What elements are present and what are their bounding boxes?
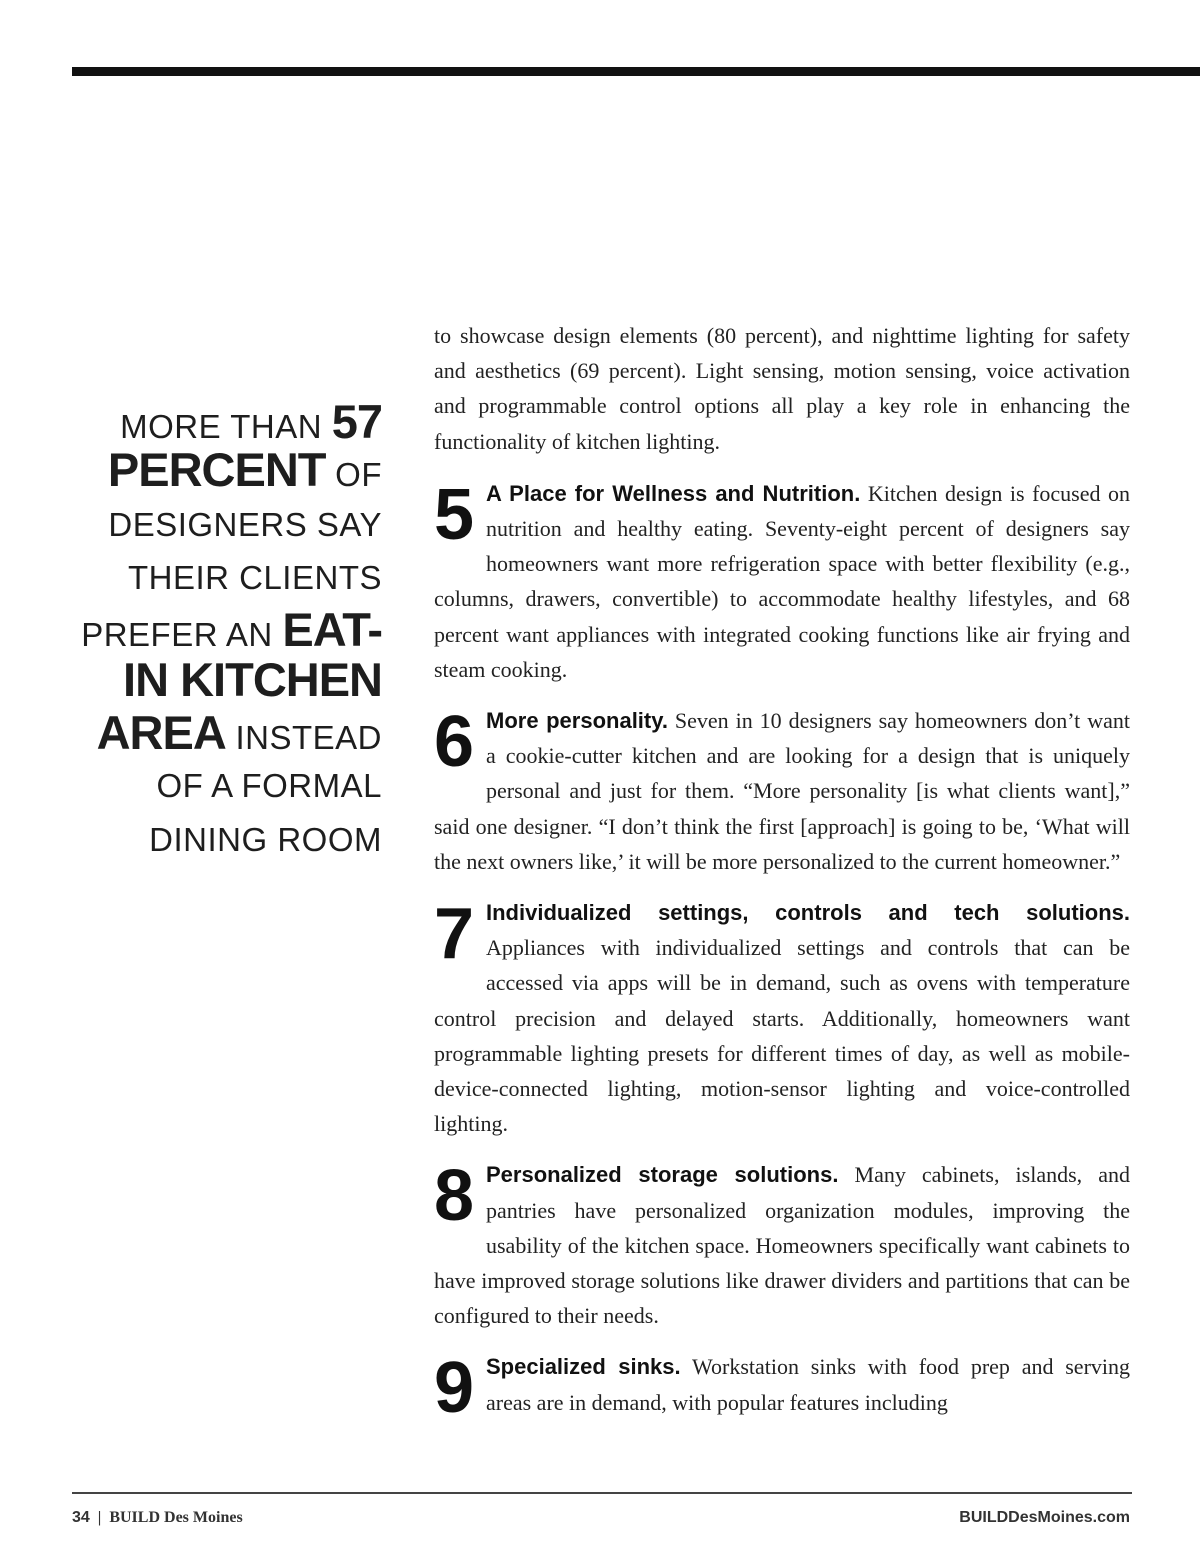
pull-quote-text: THEIR CLIENTS [127,559,382,596]
pull-quote-emphasis: IN KITCHEN [123,653,382,706]
item-text: Seven in 10 designers say homeowners don’t want a cookie-cutter kitchen and are looking for a design that is uniquely personal and just for them. “More personality [is what clients want],” said one designer. “I don’t think the first [approach] is going to be, ‘What will the next owners like,’ it will be more personalized to the current homeowner.” [434,708,1130,874]
pull-quote-text: DINING ROOM [149,821,382,858]
item-heading: Personalized storage solutions. [486,1162,839,1188]
pull-quote-text: PREFER AN [81,616,283,653]
item-number: 7 [434,894,473,975]
item-number: 5 [434,474,473,555]
footer-rule [72,1492,1132,1494]
item-text: Appliances with individualized settings and controls that can be accessed via apps will be in demand, such as ovens with temperature control precision and delayed starts. Additionally, homeowners want programmable lighting presets for different times of day, as well as mobile-device-connected lighting, motion-sensor lighting and voice-controlled lighting. [434,935,1130,1137]
item-text: Many cabinets, islands, and pantries have personalized organization modules, improving the usability of the kitchen space. Homeowners specifically want cabinets to have improved storage solutions like drawer dividers and partitions that can be configured to their needs. [434,1162,1130,1329]
website-url: BUILDDesMoines.com [959,1509,1130,1526]
pull-quote-emphasis: PERCENT [107,443,326,496]
pull-quote-emphasis: 57 [331,395,382,448]
item-heading: More personality. [486,708,668,734]
list-item-6 [434,703,1130,879]
pull-quote-text: INSTEAD [225,719,382,756]
page-number: 34 [72,1509,90,1526]
pull-quote [60,392,382,864]
list-item-7 [434,895,1130,1141]
item-number: 8 [434,1156,473,1237]
item-number: 6 [434,702,473,783]
pull-quote-text: OF [325,456,382,493]
article-body [434,318,1131,1429]
publication-name: BUILD Des Moines [109,1509,243,1526]
footer-separator: | [97,1509,102,1526]
pull-quote-text: OF A FORMAL [156,767,382,804]
footer-folio [72,1509,243,1527]
top-rule [72,67,1200,76]
list-item-5 [434,476,1130,687]
intro-paragraph: to showcase design elements (80 percent), and nighttime lighting for safety and aesthetics (69 percent). Light sensing, motion sensing, voice activation and programmable control options all play a key role in enhancing the functionality of kitchen lighting. [434,323,1130,454]
list-item-9 [434,1348,1131,1429]
item-number: 9 [434,1348,473,1429]
pull-quote-text: DESIGNERS SAY [108,506,382,543]
pull-quote-emphasis: AREA [96,706,226,759]
pull-quote-emphasis: EAT- [282,603,382,656]
item-heading: A Place for Wellness and Nutrition. [486,480,861,506]
item-heading: Individualized settings, controls and tech solutions. [486,900,1130,926]
item-text: Kitchen design is focused on nutrition and healthy eating. Seventy-eight percent of designers say homeowners want more refrigeration space with better flexibility (e.g., columns, drawers, convertible) to accommodate healthy lifestyles, and 68 percent want appliances with integrated cooking functions like air frying and steam cooking. [434,480,1130,682]
item-heading: Specialized sinks. [486,1354,681,1380]
list-item-8 [434,1157,1130,1333]
pull-quote-text: MORE THAN [120,408,332,445]
item-text: Workstation sinks with food prep and serving areas are in demand, with popular features including [486,1354,1131,1415]
